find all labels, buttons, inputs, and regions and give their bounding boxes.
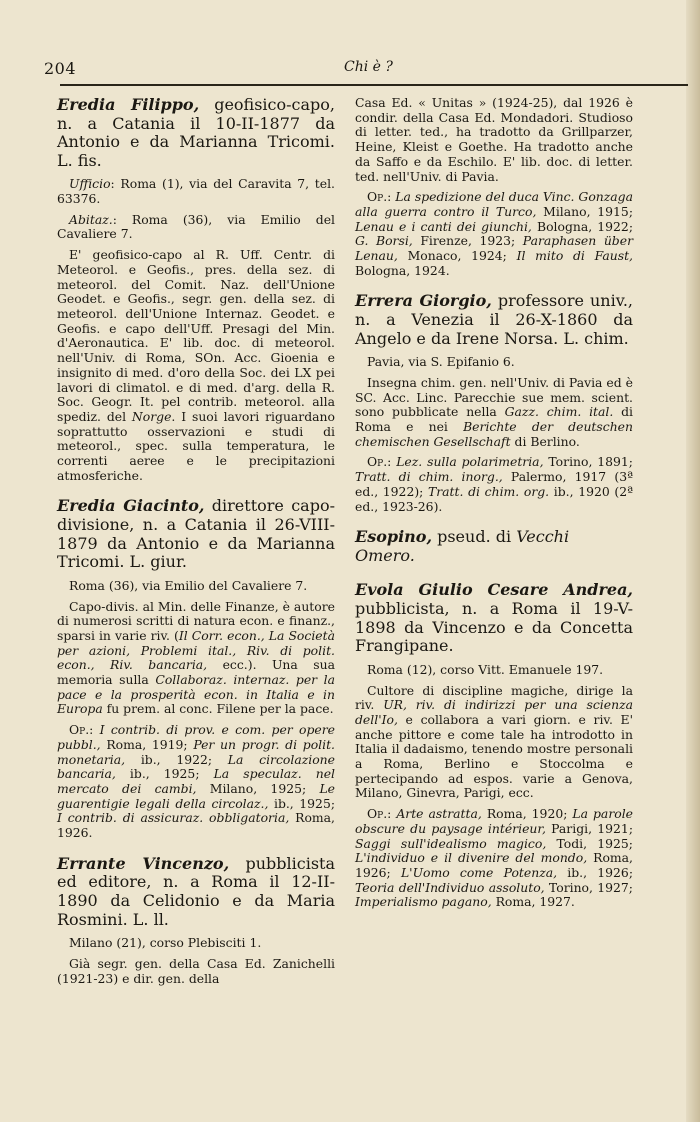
entry-works <box>57 723 335 841</box>
works-label: Op.: <box>367 454 392 470</box>
entry-bio: Già segr. gen. della Casa Ed. Zanichelli (1921-23) e dir. gen. della <box>57 955 335 986</box>
work-pub: ib., 1920 (2ª ed., 1923-26). <box>355 483 633 514</box>
entry-esopino <box>355 528 633 565</box>
entry-heading <box>355 581 633 655</box>
work-pub: Milano, 1915; <box>536 203 633 219</box>
entry-works <box>355 455 633 514</box>
entry-bio <box>57 600 335 718</box>
bio-italic: Berichte der deutschen chemischen Gesellschaft <box>355 419 633 449</box>
work-pub: Roma, 1920; <box>481 806 573 822</box>
cross-reference: Vecchi Omero. <box>355 527 570 565</box>
entry-name: Esopino, <box>355 527 433 547</box>
right-column <box>355 96 633 924</box>
work-title: Teoria dell'Individuo assoluto, <box>355 879 545 895</box>
work-pub: Firenze, 1923; <box>412 233 523 249</box>
bio-text: Capo-divis. al Min. delle Finanze, è autore di numerosi scritti di natura econ. e finanz., sparsi in varie riv. ( <box>57 598 335 643</box>
bio-text: di Roma e nei <box>355 404 633 435</box>
entry-bio <box>355 376 633 450</box>
work-title: Arte astratta, <box>391 806 482 822</box>
bio-italic: Gazz. chim. ital. <box>504 404 614 420</box>
work-pub: Roma, 1926; <box>355 850 633 880</box>
entry-name: Evola Giulio Cesare Andrea, <box>355 580 633 600</box>
home-label: Abitaz. <box>69 211 113 227</box>
work-title: L'Uomo come Potenza, <box>400 864 558 880</box>
bio-text: di Berlino. <box>510 433 580 449</box>
entry-title: geofisico-capo, n. a Catania il 10-II-1877 da Antonio e da Marianna Tricomi. L. fis. <box>57 95 336 170</box>
work-title: I contrib. di prov. e com. per opere pubbl., <box>57 722 335 752</box>
work-title: Lez. sulla polarimetria, <box>391 454 544 470</box>
entry-heading <box>57 855 335 929</box>
entry-errante-vincenzo <box>57 855 335 986</box>
entry-title: direttore capo-divisione, n. a Catania il 26-VIII-1879 da Antonio e da Marianna Tricomi. L. giur. <box>57 496 335 572</box>
office-text: : Roma (1), via del Caravita 7, tel. 63376. <box>57 176 335 207</box>
entry-name: Errera Giorgio, <box>355 291 492 311</box>
entry-bio-continued: Casa Ed. « Unitas » (1924-25), dal 1926 è condir. della Casa Ed. Mondadori. Studioso di letter. ted., ha tradotto da Grillparzer, Heine, Kleist e Goethe. Ha tradotto anche da Saffo e da Eschilo. E' lib. doc. di letter. ted. nell'Univ. di Pavia. <box>355 95 633 184</box>
entry-works <box>355 807 633 910</box>
works-label: Op.: <box>367 806 392 822</box>
work-pub: Milano, 1925; <box>196 780 320 796</box>
work-title: Tratt. di chim. inorg., <box>355 469 503 485</box>
work-pub: Torino, 1891; <box>543 454 633 470</box>
work-title: Tratt. di chim. org. <box>427 483 550 499</box>
bio-text: e collabora a vari giorn. e riv. E' anche pittore e come tale ha introdotto in Italia il dadaismo, tenendo mostre personali a Roma, Berlino e Stoccolma e pertecipando ad espos. varie a Genova, Milano, Ginevra, Parigi, ecc. <box>355 711 633 801</box>
page-number: 204 <box>44 59 77 78</box>
bio-text: ecc.). Una sua memoria sulla <box>57 657 335 688</box>
bio-text: Cultore di discipline magiche, dirige la riv. <box>355 682 633 713</box>
work-pub: Torino, 1927; <box>544 879 633 895</box>
left-column <box>57 96 335 1000</box>
work-title: I contrib. di assicuraz. obbligatoria, <box>57 810 290 826</box>
work-title: Il mito di Faust, <box>516 248 633 264</box>
office-address <box>57 177 335 206</box>
entry-evola-giulio <box>355 581 633 910</box>
work-title: Saggi sull'idealismo magico, <box>355 835 547 851</box>
work-pub: ib., 1925; <box>268 795 336 811</box>
entry-address: Pavia, via S. Epifanio 6. <box>367 354 515 370</box>
works-label: Op.: <box>69 722 94 738</box>
entry-bio <box>57 248 335 483</box>
work-pub: ib., 1926; <box>557 864 633 880</box>
entry-eredia-filippo <box>57 96 335 483</box>
page-header <box>44 56 686 82</box>
entry-heading <box>57 497 335 571</box>
page-edge <box>686 0 700 1122</box>
work-title: La parole obscure du paysage intérieur, <box>355 806 633 836</box>
entry-title: pubblicista, n. a Roma il 19-V-1898 da Vincenzo e da Concetta Frangipane. <box>355 599 633 656</box>
entry-title: pseud. di <box>432 527 517 547</box>
work-title: Paraphasen über Lenau, <box>355 233 633 264</box>
work-pub: Roma, 1927. <box>491 894 575 910</box>
bio-italic: UR, riv. di indirizzi per una scienza dell'Io, <box>355 697 633 727</box>
work-title: G. Borsi, <box>355 233 413 249</box>
work-title: L'individuo e il divenire del mondo, <box>355 850 588 866</box>
work-pub: Bologna, 1924. <box>355 262 450 278</box>
entry-title: pubblicista ed editore, n. a Roma il 12-II-1890 da Celidonio e da Maria Rosmini. L. ll. <box>57 853 335 929</box>
work-pub: Roma, 1919; <box>100 736 194 752</box>
work-pub: Palermo, 1917 (3ª ed., 1922); <box>355 469 633 499</box>
home-address <box>57 213 335 242</box>
bio-text: E' geofisico-capo al R. Uff. Centr. di Meteorol. e Geofis., pres. della sez. di meteorol. del Comit. Naz. dell'Unione Geodet. e Geofis., segr. gen. della sez. di meteorol. dell'Unione Internaz. Geodet. e Geofis. e capo dell'Uff. Presagi del Min. d'Aeronautica. E' lib. doc. di meteorol. nell'Univ. di Roma, SOn. Acc. Gioenia e insignito di med. d'oro della Soc. dei LX pei lavori di climatol. e di med. d'arg. della R. Soc. Geogr. It. pel contrib. meteorol. alla spediz. del <box>57 247 335 424</box>
work-pub: Roma, 1926. <box>57 810 335 841</box>
entry-address: Roma (12), corso Vitt. Emanuele 197. <box>367 661 604 677</box>
work-pub: Parigi, 1921; <box>545 820 633 836</box>
bio-text: Insegna chim. gen. nell'Univ. di Pavia ed è SC. Acc. Linc. Parecchie sue mem. scient. sono pubblicate nella <box>355 374 633 420</box>
bio-italic: Norge <box>131 408 172 424</box>
work-pub: ib., 1925; <box>115 766 214 782</box>
work-title: Le guarentigie legali della circolaz., <box>57 780 335 811</box>
entry-title: professore univ., n. a Venezia il 26-X-1860 da Angelo e da Irene Norsa. L. chim. <box>355 291 634 348</box>
work-pub: Monaco, 1924; <box>397 248 517 264</box>
work-pub: Bologna, 1922; <box>531 218 633 234</box>
bio-italic: Il Corr. econ., La Società per azioni, Problemi ital., Riv. di polit. econ., Riv. bancaria, <box>57 627 335 673</box>
work-pub: Todi, 1925; <box>546 835 633 851</box>
entry-errera-giorgio <box>355 292 633 514</box>
entry-errante-vincenzo-continued <box>355 96 633 278</box>
entry-name: Eredia Filippo, <box>57 95 200 114</box>
bio-text-end: . I suoi lavori riguardano soprattutto osservazioni e studi di meteorol., spec. sulla temperatura, le correnti aeree e le precipitazioni atmosferiche. <box>57 408 335 483</box>
bio-italic: Collaboraz. internaz. per la pace e la prosperità econ. in Italia e in Europa <box>57 672 335 717</box>
home-text: : Roma (36), via Emilio del Cavaliere 7. <box>57 211 335 242</box>
work-title: La circolazione bancaria, <box>57 751 335 782</box>
work-title: Imperialismo pagano, <box>355 894 492 910</box>
entry-bio <box>355 684 633 802</box>
running-head: Chi è ? <box>344 59 393 75</box>
entry-heading <box>355 292 633 348</box>
entry-heading <box>57 96 335 170</box>
work-title: Per un progr. di polit. monetaria, <box>57 736 335 767</box>
office-label: Ufficio <box>69 176 111 192</box>
entry-works <box>355 190 633 278</box>
entry-address: Milano (21), corso Plebisciti 1. <box>69 935 262 951</box>
work-pub: ib., 1922; <box>125 751 228 767</box>
entry-address: Roma (36), via Emilio del Cavaliere 7. <box>69 577 308 593</box>
entry-eredia-giacinto <box>57 497 335 840</box>
bio-text: fu prem. al conc. Filene per la pace. <box>102 701 334 717</box>
header-rule <box>60 84 688 86</box>
work-title: La speculaz. nel mercato dei cambi, <box>57 766 335 796</box>
entry-name: Errante Vincenzo, <box>57 853 230 873</box>
work-title: Lenau e i canti dei giunchi, <box>355 218 532 234</box>
work-title: La spedizione del duca Vinc. Gonzaga alla guerra contro il Turco, <box>355 189 633 219</box>
works-label: Op.: <box>367 189 392 205</box>
entry-name: Eredia Giacinto, <box>57 496 205 516</box>
